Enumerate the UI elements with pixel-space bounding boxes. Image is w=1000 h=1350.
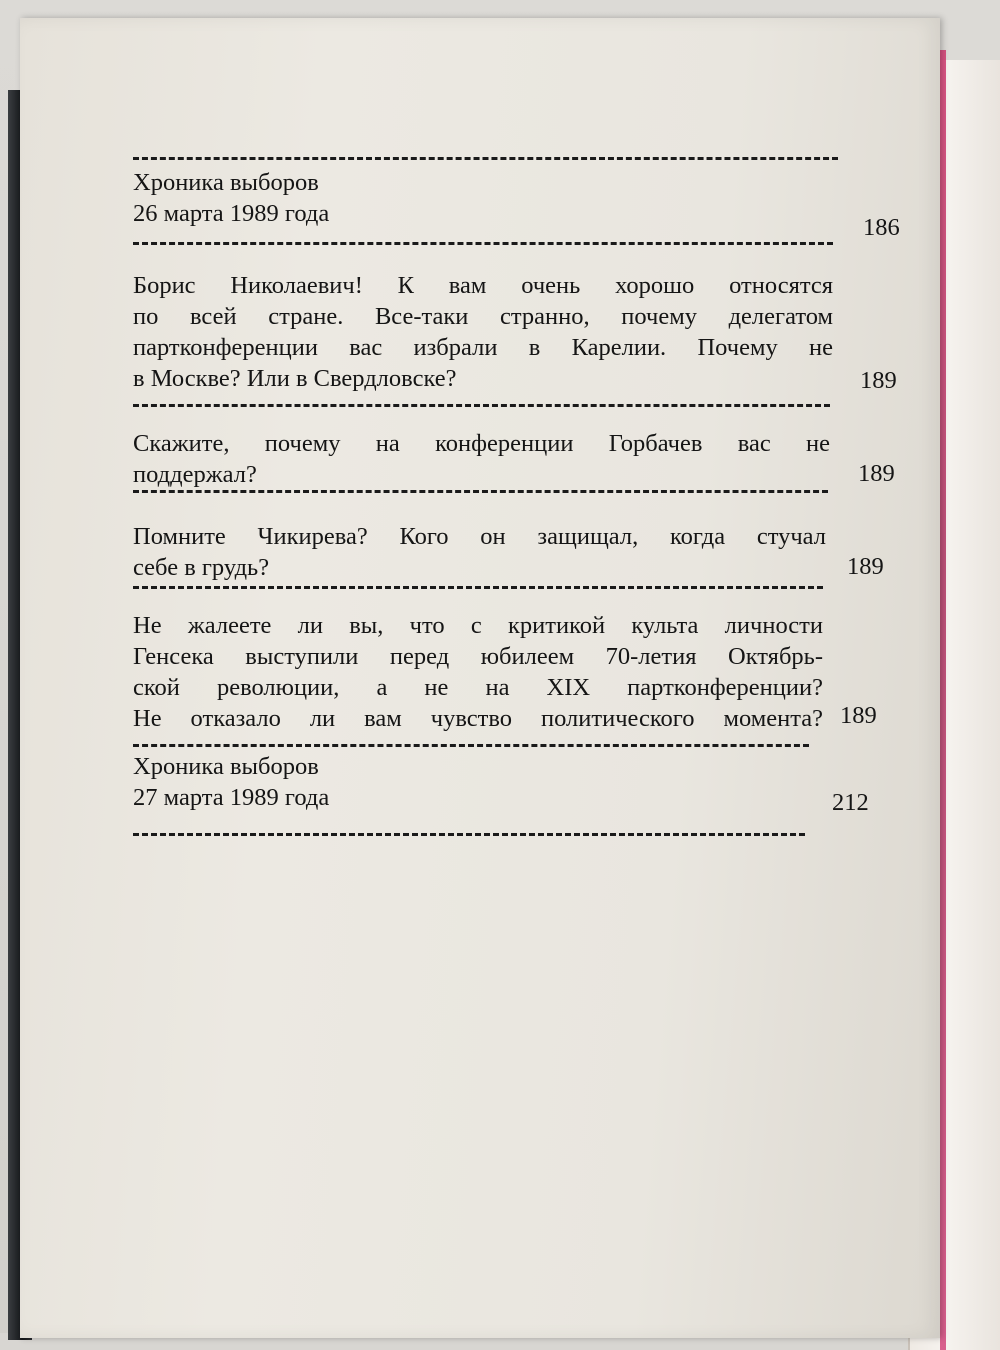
separator <box>133 586 823 589</box>
toc-entry-line: Не отказало ли вам чувство политического момента? <box>133 705 823 732</box>
toc-entry-line: Не жалеете ли вы, что с критикой культа личности <box>133 612 823 639</box>
toc-entry-line: 26 марта 1989 года <box>133 200 330 227</box>
toc-page-number: 189 <box>847 553 884 580</box>
toc-entry-line: партконференции вас избрали в Карелии. Почему не <box>133 334 833 361</box>
toc-entry-text <box>133 751 733 813</box>
toc-entry-text <box>133 521 826 583</box>
toc-page-number: 186 <box>863 214 900 241</box>
separator <box>133 404 830 407</box>
separator <box>133 157 838 160</box>
toc-page-number: 212 <box>832 789 869 816</box>
toc-entry-line: Генсека выступили перед юбилеем 70-летия Октябрь- <box>133 643 823 670</box>
toc-entry-line: в Москве? Или в Свердловске? <box>133 365 457 392</box>
toc-entry-line: Хроника выборов <box>133 753 319 780</box>
toc-page-number: 189 <box>858 460 895 487</box>
toc-entry-line: себе в грудь? <box>133 554 270 581</box>
toc-entry-line: Борис Николаевич! К вам очень хорошо относятся <box>133 272 833 299</box>
toc-entry-line: Хроника выборов <box>133 169 319 196</box>
toc-entry-line: Помните Чикирева? Кого он защищал, когда стучал <box>133 523 826 550</box>
toc-entry-text <box>133 270 833 394</box>
separator <box>133 833 805 836</box>
toc-entry-line: 27 марта 1989 года <box>133 784 330 811</box>
toc-entry-text <box>133 167 733 229</box>
book-cover-edge <box>940 50 946 1350</box>
separator <box>133 490 828 493</box>
toc-entry-line: ской революции, а не на XIX партконференции? <box>133 674 823 701</box>
separator <box>133 242 833 245</box>
toc-entry-line: поддержал? <box>133 461 257 488</box>
toc-entry-text <box>133 428 830 490</box>
separator <box>133 744 809 747</box>
toc-page-number: 189 <box>840 702 877 729</box>
toc-entry-line: по всей стране. Все-таки странно, почему делегатом <box>133 303 833 330</box>
toc-entry-text <box>133 610 823 734</box>
toc-page-number: 189 <box>860 367 897 394</box>
toc-entry-line: Скажите, почему на конференции Горбачев вас не <box>133 430 830 457</box>
